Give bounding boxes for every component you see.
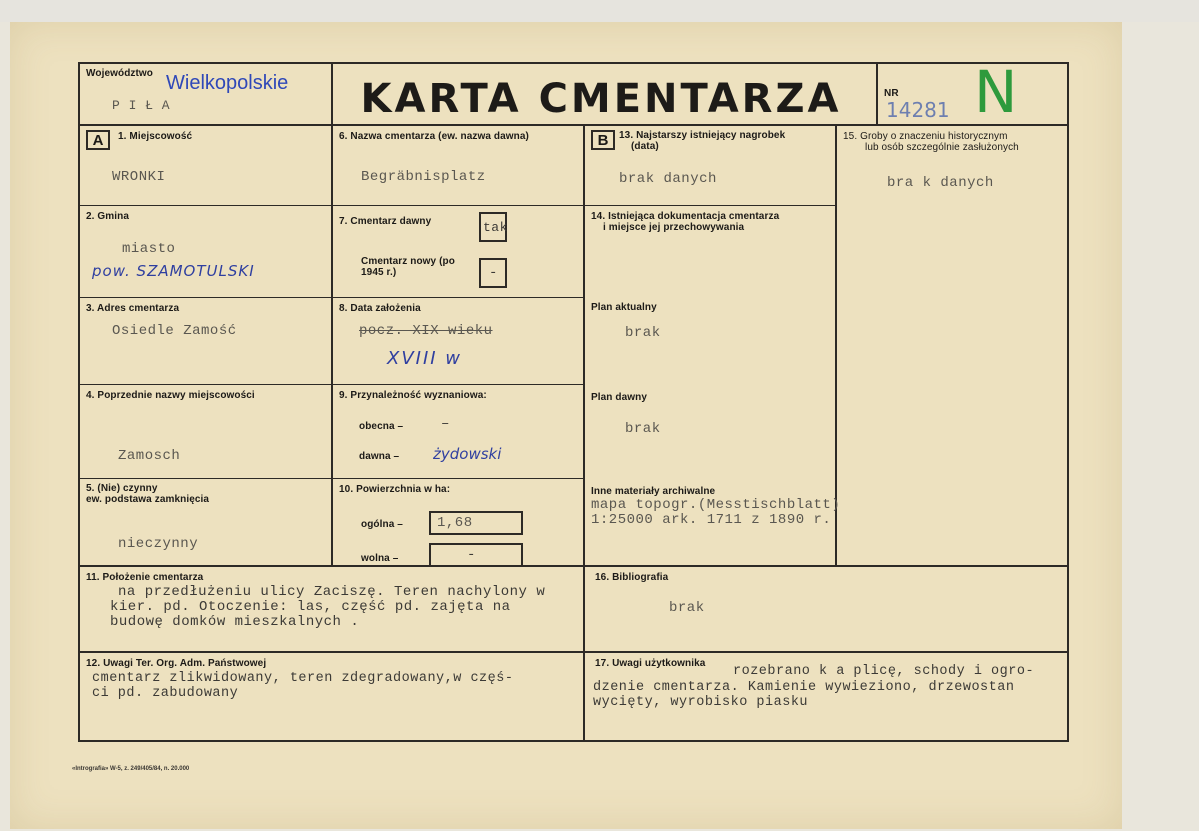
field-6-label: 6. Nazwa cmentarza (ew. nazwa dawna) <box>339 131 529 142</box>
field-8-cell <box>333 298 585 385</box>
field-8-label: 8. Data założenia <box>339 303 421 314</box>
section-a-box: A <box>86 130 110 150</box>
field-7-dawny-label: 7. Cmentarz dawny <box>339 216 432 227</box>
field-13-label: 13. Najstarszy istniejący nagrobek (data) <box>619 130 786 152</box>
field-5-label: 5. (Nie) czynny ew. podstawa zamknięcia <box>86 483 210 505</box>
field-13-cell <box>585 126 837 206</box>
field-6-cell <box>333 126 585 206</box>
field-9-current-value: – <box>441 416 450 432</box>
field-11-value-1: na przedłużeniu ulicy Zaciszę. Teren nachylony w <box>118 584 546 600</box>
field-4-label: 4. Poprzednie nazwy miejscowości <box>86 390 255 401</box>
field-7-nowy-label: Cmentarz nowy (po 1945 r.) <box>361 256 455 278</box>
field-11-value-2: kier. pd. Otoczenie: las, część pd. zajęta na <box>110 599 511 615</box>
field-12-value-1: cmentarz zlikwidowany, teren zdegradowany,w częś- <box>92 671 514 686</box>
field-1-cell <box>80 126 333 206</box>
field-1-value: WRONKI <box>112 169 166 185</box>
field-5-value: nieczynny <box>118 536 199 552</box>
record-mark: N <box>974 58 1018 126</box>
field-12-label: 12. Uwagi Ter. Org. Adm. Państwowej <box>86 658 267 669</box>
page-title: KARTA CMENTARZA <box>360 76 842 122</box>
field-8-handwritten: XVIII w <box>387 348 463 369</box>
field-14-cell <box>585 206 841 567</box>
field-2-cell <box>80 206 333 298</box>
plan-former-label: Plan dawny <box>591 392 648 403</box>
field-17-value-1: rozebrano k a plicę, schody i ogro- <box>733 664 1035 679</box>
field-12-cell <box>80 653 585 740</box>
field-11-value-3: budowę domków mieszkalnych . <box>110 614 360 630</box>
field-16-cell <box>585 567 1067 653</box>
field-6-value: Begräbnisplatz <box>361 169 486 185</box>
section-b-box: B <box>591 130 615 150</box>
field-9-cell <box>333 385 585 479</box>
field-4-value: Zamosch <box>118 448 181 464</box>
field-7-cell <box>333 206 585 298</box>
other-materials-value-1: mapa topogr.(Messtischblatt) <box>591 497 841 513</box>
field-9-former-label: dawna – <box>359 451 400 462</box>
field-16-label: 16. Bibliografia <box>595 572 669 583</box>
plan-current-label: Plan aktualny <box>591 302 657 313</box>
field-17-value-3: wycięty, wyrobisko piasku <box>593 695 809 710</box>
field-16-value: brak <box>669 600 705 616</box>
field-4-cell <box>80 385 333 479</box>
field-10-total-label: ogólna – <box>361 519 403 530</box>
number-label: NR <box>884 88 899 99</box>
field-10-free-label: wolna – <box>361 553 399 564</box>
field-14-label: 14. Istniejąca dokumentacja cmentarza i miejsce jej przechowywania <box>591 211 780 233</box>
field-15-value: bra k danych <box>887 175 994 191</box>
field-15-cell <box>837 126 1067 567</box>
field-3-label: 3. Adres cmentarza <box>86 303 180 314</box>
voivodeship-label: Województwo <box>86 68 154 79</box>
field-10-label: 10. Powierzchnia w ha: <box>339 484 451 495</box>
field-17-label: 17. Uwagi użytkownika <box>595 658 706 669</box>
field-10-total-box: 1,68 <box>429 511 523 535</box>
region-value: P I Ł A <box>112 98 171 113</box>
voivodeship-stamp: Wielkopolskie <box>166 72 289 94</box>
field-11-label: 11. Położenie cmentarza <box>86 572 204 583</box>
plan-current-value: brak <box>625 325 661 341</box>
print-note: «Intrografia» W-5, z. 249/405/84, n. 20.000 <box>72 766 190 772</box>
field-10-cell <box>333 479 585 567</box>
field-17-value-2: dzenie cmentarza. Kamienie wywieziono, drzewostan <box>593 680 1015 695</box>
field-2-handwritten: pow. SZAMOTULSKI <box>92 262 255 280</box>
field-7-dawny-box: tak <box>479 212 507 242</box>
other-materials-label: Inne materiały archiwalne <box>591 486 716 497</box>
scan-background <box>0 0 1199 22</box>
field-11-cell <box>80 567 585 653</box>
field-3-value: Osiedle Zamość <box>112 323 237 339</box>
field-15-label: 15. Groby o znaczeniu historycznym lub osób szczególnie zasłużonych <box>843 131 1019 153</box>
field-8-struck-value: pocz. XIX wieku <box>359 323 493 339</box>
field-13-value: brak danych <box>619 171 717 187</box>
field-9-label: 9. Przynależność wyznaniowa: <box>339 390 487 401</box>
number-value: 14281 <box>886 98 950 122</box>
form-grid <box>78 58 1069 742</box>
field-9-former-value: żydowski <box>433 445 502 463</box>
field-5-cell <box>80 479 333 567</box>
field-10-free-box: - <box>429 543 523 567</box>
field-2-value: miasto <box>122 241 176 257</box>
field-17-cell <box>585 653 1067 740</box>
plan-former-value: brak <box>625 421 661 437</box>
voivodeship-cell <box>80 64 333 126</box>
field-3-cell <box>80 298 333 385</box>
field-12-value-2: ci pd. zabudowany <box>92 686 239 701</box>
field-9-current-label: obecna – <box>359 421 404 432</box>
other-materials-value-2: 1:25000 ark. 1711 z 1890 r. <box>591 512 832 528</box>
field-2-label: 2. Gmina <box>86 211 130 222</box>
field-7-nowy-box: - <box>479 258 507 288</box>
field-1-label: 1. Miejscowość <box>118 131 193 142</box>
number-cell <box>876 58 1067 126</box>
